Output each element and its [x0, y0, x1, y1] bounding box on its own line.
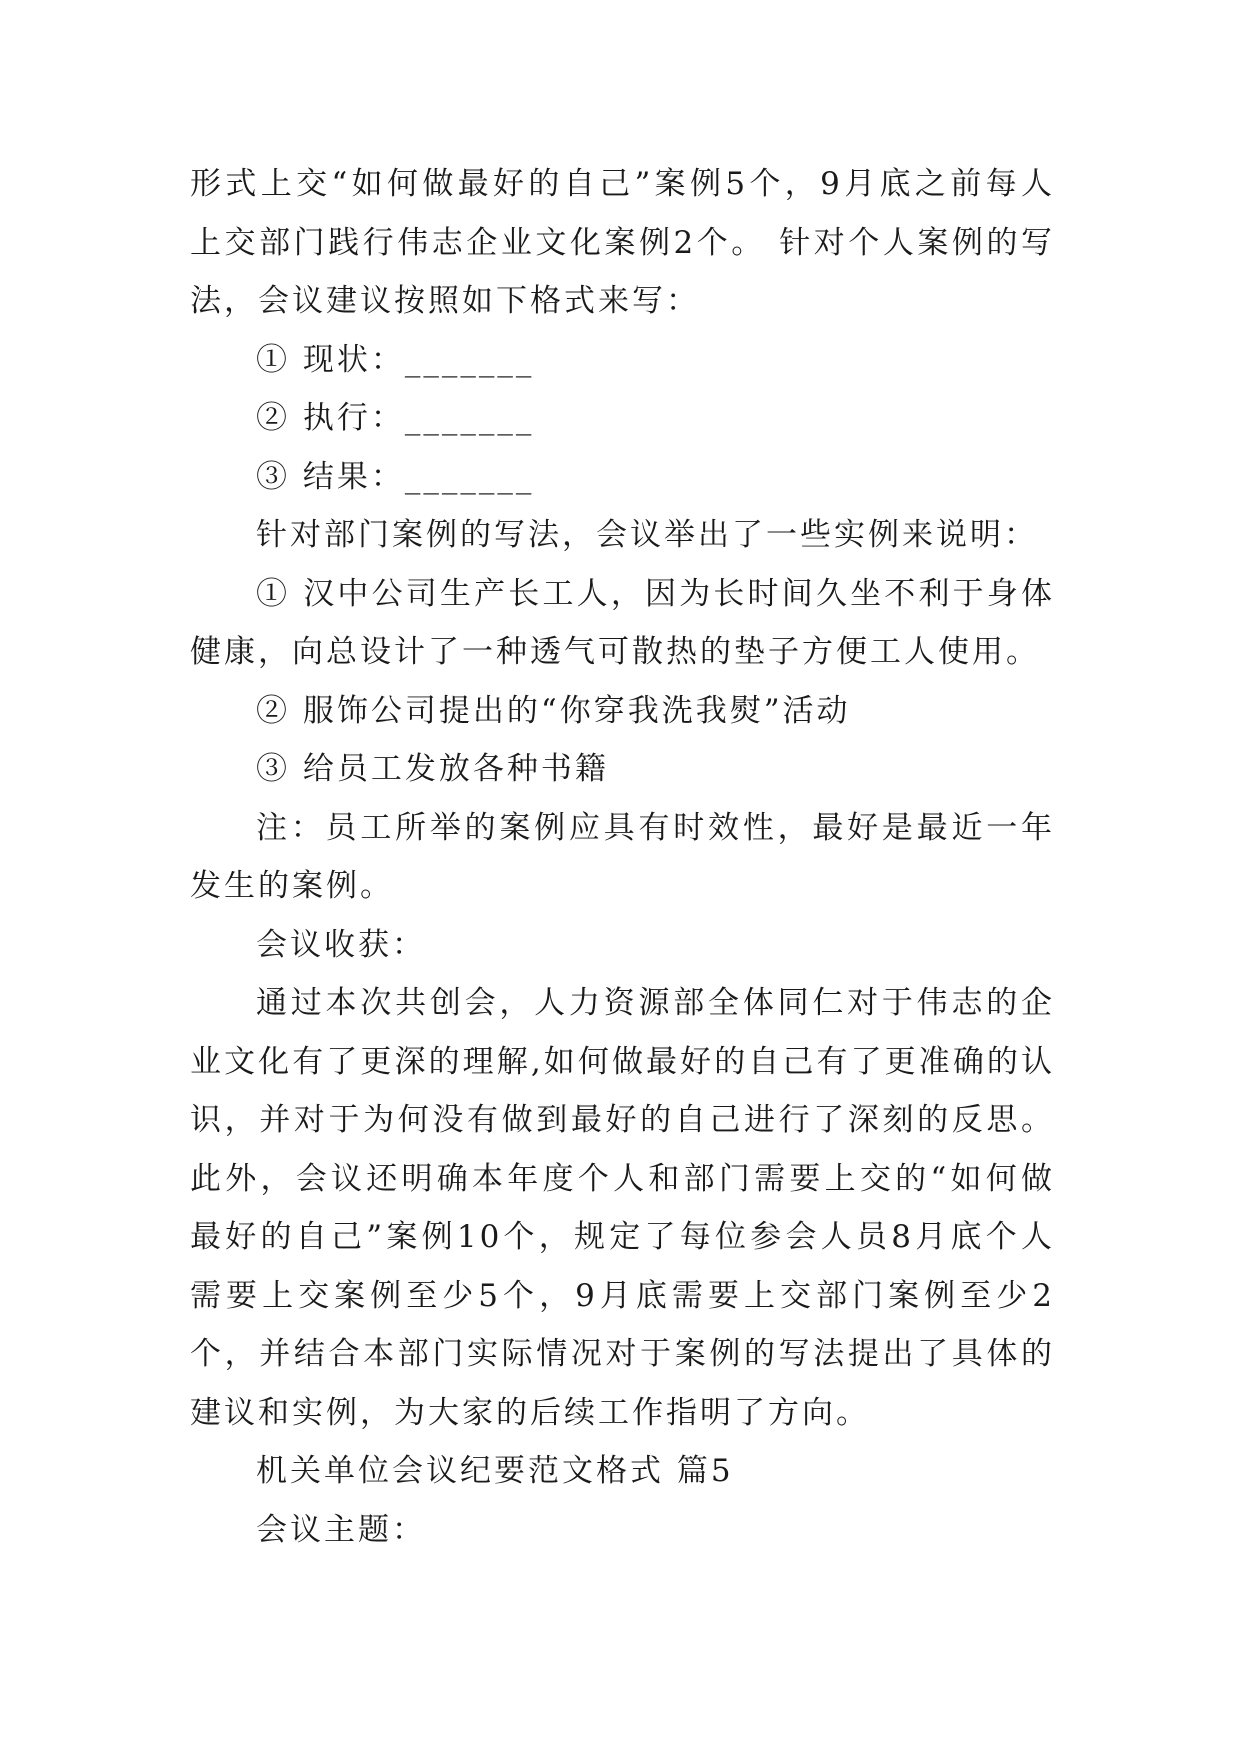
paragraph-gains-body: 通过本次共创会，人力资源部全体同仁对于伟志的企业文化有了更深的理解,如何做最好的自己有了更准确的认识，并对于为何没有做到最好的自己进行了深刻的反思。此外，会议还明确本年度个人和部门需要上交的“如何做最好的自己”案例10个，规定了每位参会人员8月底个人需要上交案例至少5个，9月底需要上交部门案例至少2个，并结合本部门实际情况对于案例的写法提出了具体的建议和实例，为大家的后续工作指明了方向。: [190, 985, 1055, 1431]
paragraph-department-cases: 针对部门案例的写法，会议举出了一些实例来说明：: [256, 517, 1038, 553]
paragraph-note: 注：员工所举的案例应具有时效性，最好是最近一年发生的案例。: [190, 809, 1055, 904]
list-item-books-example: ③ 给员工发放各种书籍: [256, 751, 609, 787]
section-title-article-5: 机关单位会议纪要范文格式 篇5: [256, 1453, 734, 1489]
section-heading-gains: 会议收获：: [256, 926, 426, 963]
paragraph-case-submission: 形式上交“如何做最好的自己”案例5个，9月底之前每人上交部门践行伟志企业文化案例2个。 针对个人案例的写法，会议建议按照如下格式来写：: [190, 166, 1055, 319]
list-item-execution: ② 执行：_______: [256, 400, 535, 436]
section-heading-topic: 会议主题：: [256, 1511, 426, 1548]
list-item-hanzhong-example: ① 汉中公司生产长工人，因为长时间久坐不利于身体健康，向总设计了一种透气可散热的垫子方便工人使用。: [190, 575, 1055, 670]
list-item-apparel-example: ② 服饰公司提出的“你穿我洗我熨”活动: [256, 692, 851, 729]
list-item-status: ① 现状：_______: [256, 341, 535, 378]
document-body: [190, 155, 1055, 1559]
list-item-result: ③ 结果：_______: [256, 458, 535, 495]
